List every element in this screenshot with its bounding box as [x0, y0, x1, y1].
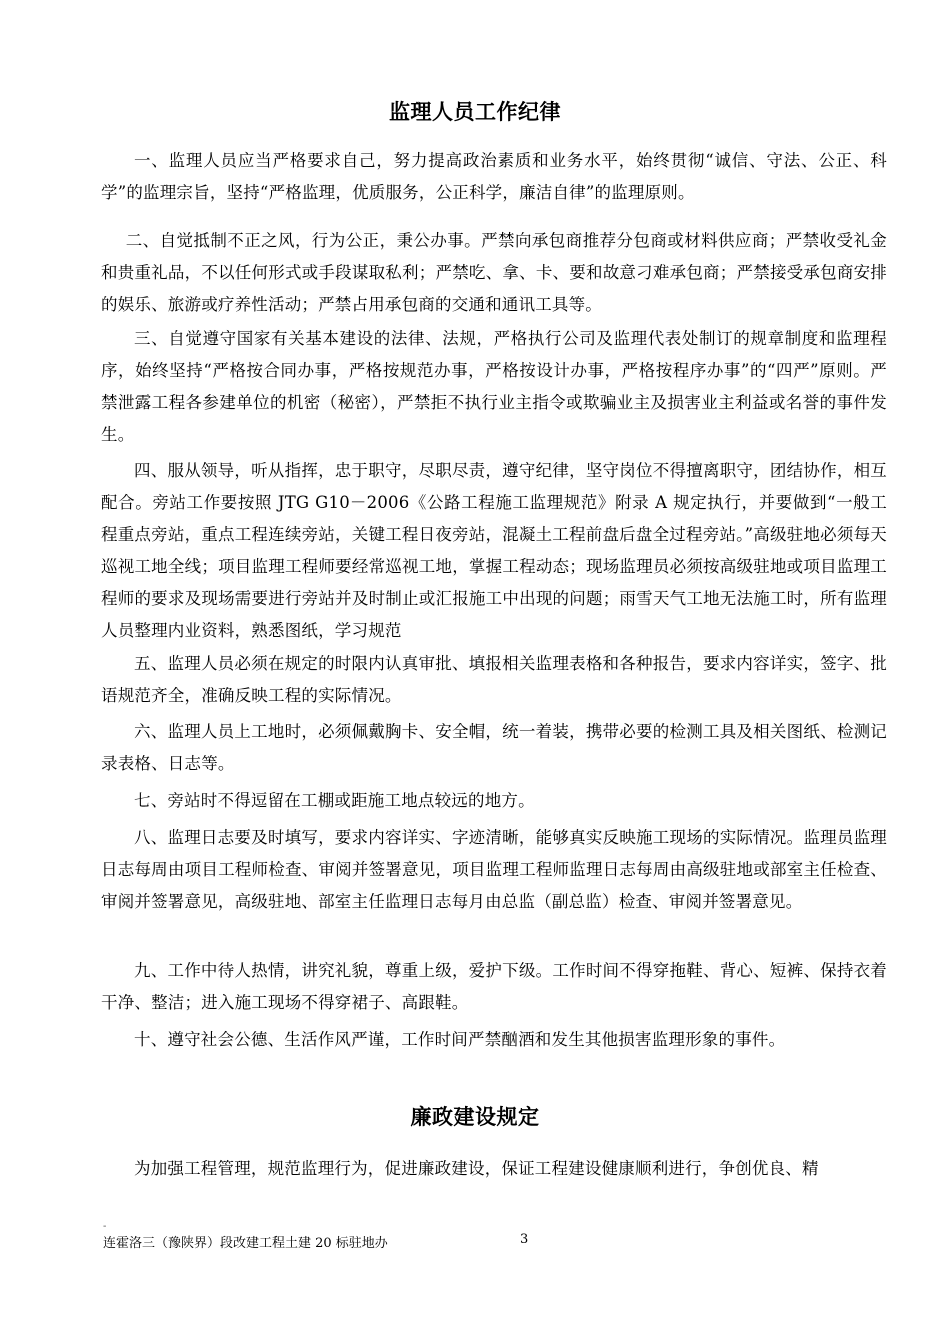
section-title-integrity-rules: 廉政建设规定 — [410, 1104, 540, 1129]
footer-mark: - — [103, 1221, 107, 1232]
paragraph-2: 二、自觉抵制不正之风，行为公正，秉公办事。严禁向承包商推荐分包商或材料供应商；严禁收受礼金和贵重礼品，不以任何形式或手段谋取私利；严禁吃、拿、卡、要和故意刁难承包商；严禁接受承包商安排的娱乐、旅游或疗养性活动；严禁占用承包商的交通和通讯工具等。 — [101, 231, 887, 314]
paragraph-4: 四、服从领导，听从指挥，忠于职守，尽职尽责，遵守纪律，坚守岗位不得擅离职守，团结协作，相互配合。旁站工作要按照 JTG G10－2006《公路工程施工监理规范》附录 A 规定执行，并要做到“一般工程重点旁站，重点工程连续旁站，关键工程日夜旁站，混凝土工程前盘后盘全过程旁站。”高级驻地必须每天巡视工地全线；项目监理工程师要经常巡视工地，掌握工程动态；现场监理员必须按高级驻地或项目监理工程师的要求及现场需要进行旁站并及时制止或汇报施工中出现的问题；雨雪天气工地无法施工时，所有监理人员整理内业资料，熟悉图纸，学习规范 — [101, 461, 887, 640]
paragraph-8: 八、监理日志要及时填写，要求内容详实、字迹清晰，能够真实反映施工现场的实际情况。监理员监理日志每周由项目工程师检查、审阅并签署意见，项目监理工程师监理日志每周由高级驻地或部室主任检查、审阅并签署意见，高级驻地、部室主任监理日志每月由总监（副总监）检查、审阅并签署意见。 — [101, 828, 887, 911]
page-number: 3 — [520, 1232, 529, 1247]
section-title-work-discipline: 监理人员工作纪律 — [389, 99, 561, 124]
footer-project-name: 连霍洛三（豫陕界）段改建工程土建 20 标驻地办 — [103, 1236, 388, 1251]
paragraph-integrity-intro: 为加强工程管理，规范监理行为，促进廉政建设，保证工程建设健康顺利进行，争创优良、精 — [134, 1159, 819, 1178]
paragraph-6: 六、监理人员上工地时，必须佩戴胸卡、安全帽，统一着装，携带必要的检测工具及相关图纸、检测记录表格、日志等。 — [101, 722, 887, 773]
paragraph-5: 五、监理人员必须在规定的时限内认真审批、填报相关监理表格和各种报告，要求内容详实，签字、批语规范齐全，准确反映工程的实际情况。 — [101, 654, 887, 705]
paragraph-7: 七、旁站时不得逗留在工棚或距施工地点较远的地方。 — [134, 791, 535, 810]
paragraph-1: 一、监理人员应当严格要求自己，努力提高政治素质和业务水平，始终贯彻“诚信、守法、公正、科学”的监理宗旨，坚持“严格监理，优质服务，公正科学，廉洁自律”的监理原则。 — [101, 151, 887, 202]
paragraph-10: 十、遵守社会公德、生活作风严谨，工作时间严禁酗酒和发生其他损害监理形象的事件。 — [134, 1030, 786, 1049]
paragraph-3: 三、自觉遵守国家有关基本建设的法律、法规，严格执行公司及监理代表处制订的规章制度和监理程序，始终坚持“严格按合同办事，严格按规范办事，严格按设计办事，严格按程序办事”的“四严”原则。严禁泄露工程各参建单位的机密（秘密），严禁拒不执行业主指令或欺骗业主及损害业主利益或名誉的事件发生。 — [101, 329, 887, 444]
paragraph-9: 九、工作中待人热情，讲究礼貌，尊重上级，爱护下级。工作时间不得穿拖鞋、背心、短裤、保持衣着干净、整洁；进入施工现场不得穿裙子、高跟鞋。 — [101, 961, 887, 1012]
